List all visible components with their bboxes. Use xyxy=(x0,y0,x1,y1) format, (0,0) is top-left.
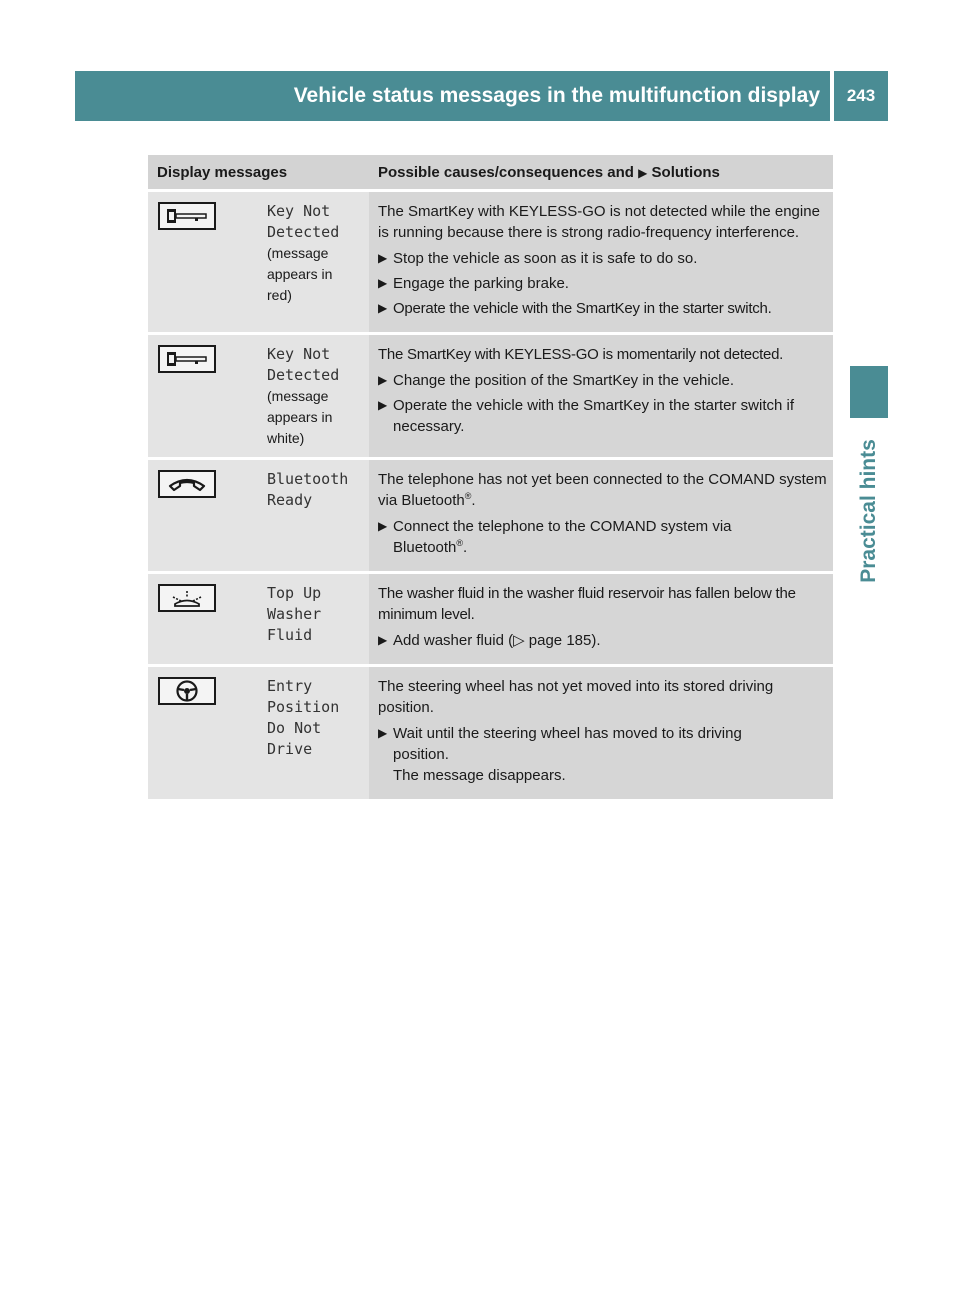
arrow-right-icon: ▶ xyxy=(378,276,388,290)
display-message-text: Entry Position Do Not Drive xyxy=(267,677,340,758)
arrow-right-icon: ▶ xyxy=(378,373,388,387)
header-title: Vehicle status messages in the multifunction display xyxy=(293,84,820,107)
message-cell xyxy=(258,334,369,459)
cause-text: The washer fluid in the washer fluid reservoir has fallen below the minimum level. xyxy=(378,585,796,623)
solution-step xyxy=(378,723,829,786)
cause-text: The SmartKey with KEYLESS-GO is not detected while the engine is running because there is strong radio-frequency interference. xyxy=(378,203,820,241)
solution-step-text xyxy=(393,516,829,558)
table-row xyxy=(148,459,833,573)
chapter-tab-marker xyxy=(850,366,888,418)
icon-cell xyxy=(148,191,258,334)
table-row xyxy=(148,191,833,334)
washer-fluid-icon xyxy=(158,584,216,612)
message-note: (message appears in red) xyxy=(267,245,333,303)
status-messages-table xyxy=(148,155,833,802)
registered-mark: ® xyxy=(456,538,464,548)
icon-cell xyxy=(148,666,258,801)
chapter-label xyxy=(850,426,888,596)
cause-text-main: The telephone has not yet been connected to the COMAND system via Bluetooth xyxy=(378,471,827,509)
col-header-display-messages xyxy=(148,155,369,191)
col-header-display-label: Display messages xyxy=(157,164,288,181)
solution-step xyxy=(378,370,829,391)
display-message-text: Top Up Washer Fluid xyxy=(267,584,322,644)
solution-step-suffix: . xyxy=(463,539,468,556)
display-message-text: Bluetooth Ready xyxy=(267,470,349,509)
solution-step xyxy=(378,273,829,294)
chapter-label-text: Practical hints xyxy=(857,439,880,583)
description-cell xyxy=(369,666,833,801)
arrow-right-icon: ▶ xyxy=(378,726,388,740)
telephone-icon xyxy=(158,470,216,498)
solution-step-text: Change the position of the SmartKey in the vehicle. xyxy=(393,372,735,389)
page-number xyxy=(834,71,888,121)
solution-step xyxy=(378,630,829,651)
cause-text: The steering wheel has not yet moved into its stored driving position. xyxy=(378,678,774,716)
cause-text-suffix: . xyxy=(471,492,476,509)
solution-step-text: Engage the parking brake. xyxy=(393,275,569,292)
message-cell xyxy=(258,573,369,666)
solution-step xyxy=(378,248,829,269)
cause-text xyxy=(378,469,829,511)
table-row xyxy=(148,573,833,666)
message-note: (message appears in white) xyxy=(267,388,333,446)
table-row xyxy=(148,666,833,801)
icon-cell xyxy=(148,459,258,573)
message-cell xyxy=(258,191,369,334)
arrow-right-icon: ▶ xyxy=(378,519,388,533)
arrow-right-icon: ▶ xyxy=(638,166,648,180)
table-row xyxy=(148,334,833,459)
cause-text: The SmartKey with KEYLESS-GO is momentarily not detected. xyxy=(378,346,784,363)
solution-step xyxy=(378,516,829,558)
icon-cell xyxy=(148,573,258,666)
display-message-text: Key Not Detected xyxy=(267,202,340,241)
solution-step-text: Operate the vehicle with the SmartKey in the starter switch. xyxy=(393,300,772,317)
solution-step xyxy=(378,298,829,319)
arrow-right-icon: ▶ xyxy=(378,251,388,265)
key-icon xyxy=(158,202,216,230)
solution-step-text: Wait until the steering wheel has moved to its driving position. The message disappears. xyxy=(393,725,742,784)
col-header-causes-label: Possible causes/consequences and xyxy=(378,164,634,181)
solution-step-main: Connect the telephone to the COMAND system via Bluetooth xyxy=(393,518,732,556)
arrow-right-icon: ▶ xyxy=(378,398,388,412)
icon-cell xyxy=(148,334,258,459)
steering-wheel-icon xyxy=(158,677,216,705)
page-header xyxy=(75,71,830,121)
arrow-right-icon: ▶ xyxy=(378,633,388,647)
key-icon xyxy=(158,345,216,373)
arrow-right-icon: ▶ xyxy=(378,301,388,315)
col-header-solutions-label: Solutions xyxy=(651,164,720,181)
solution-step-text: Stop the vehicle as soon as it is safe to do so. xyxy=(393,250,698,267)
table-header-row xyxy=(148,155,833,191)
col-header-causes xyxy=(369,155,833,191)
display-message-text: Key Not Detected xyxy=(267,345,340,384)
description-cell xyxy=(369,459,833,573)
description-cell xyxy=(369,573,833,666)
solution-step xyxy=(378,395,829,437)
description-cell xyxy=(369,191,833,334)
message-cell xyxy=(258,459,369,573)
solution-step-text: Add washer fluid (▷ page 185). xyxy=(393,632,601,649)
solution-step-text: Operate the vehicle with the SmartKey in the starter switch if necessary. xyxy=(393,397,795,435)
page-number-text: 243 xyxy=(846,86,876,105)
registered-mark: ® xyxy=(464,491,472,501)
message-cell xyxy=(258,666,369,801)
description-cell xyxy=(369,334,833,459)
